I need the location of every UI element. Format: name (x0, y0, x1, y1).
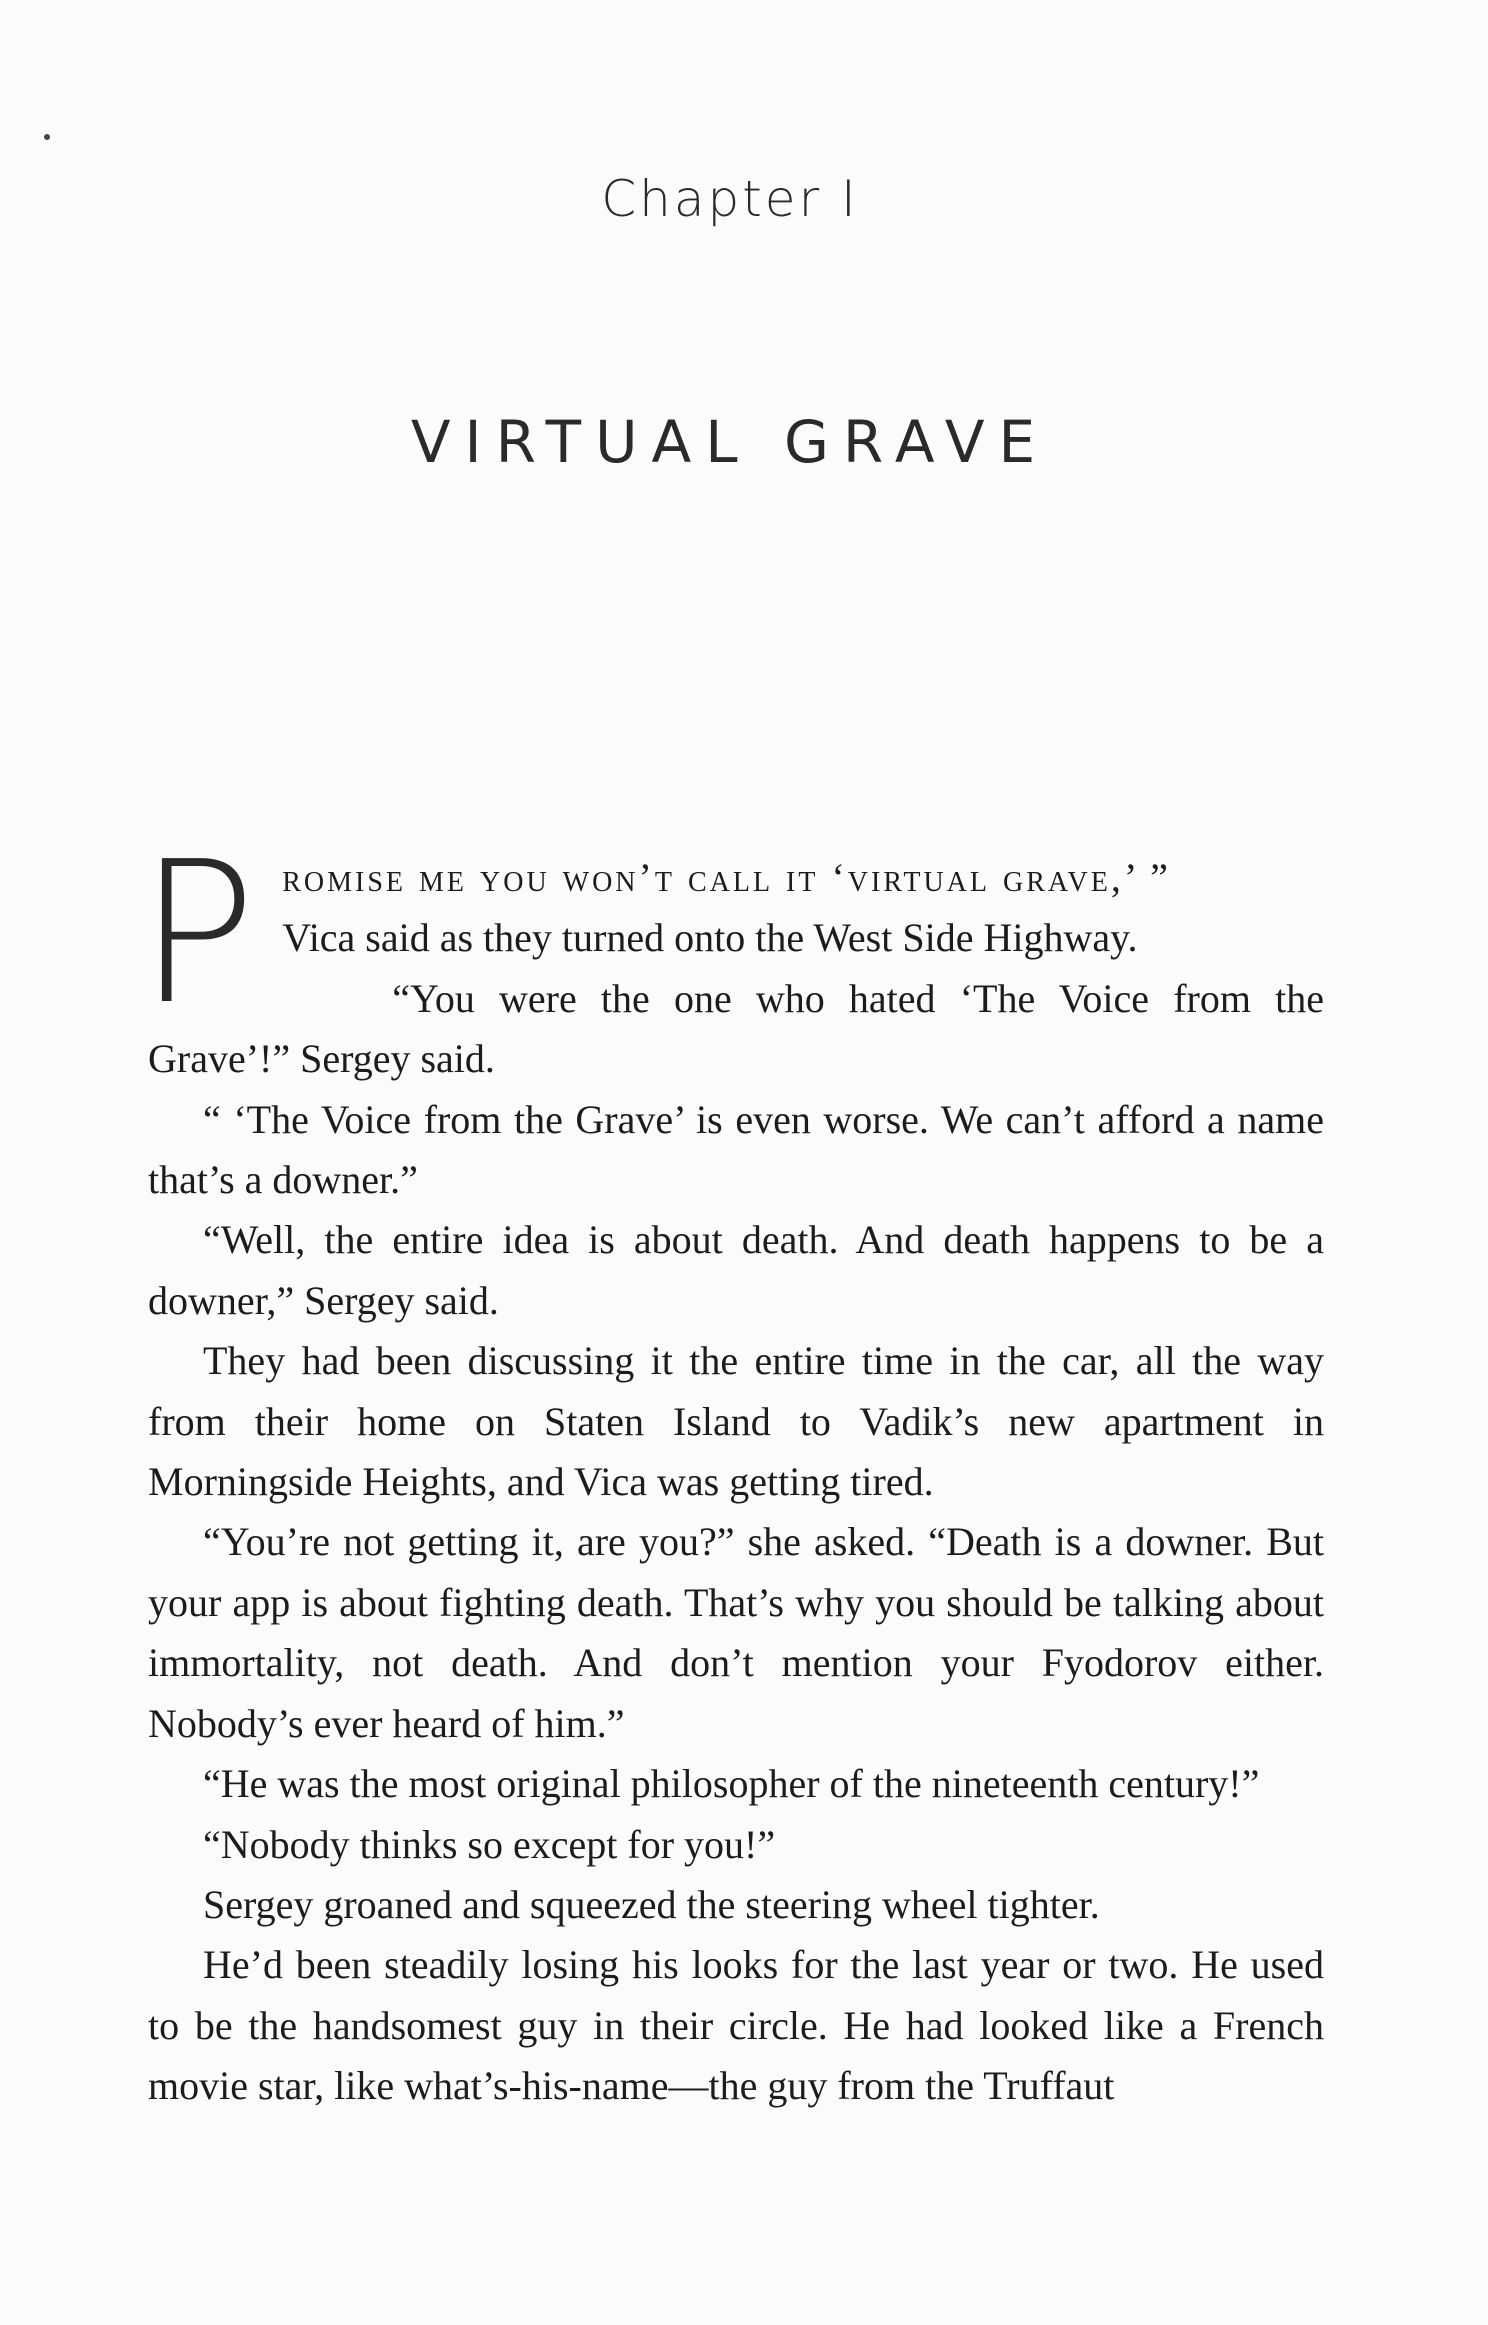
paragraph: “Well, the entire idea is about death. And death happens to be a downer,” Sergey said. (148, 1217, 1324, 1323)
paragraph: “ ‘The Voice from the Grave’ is even worse. We can’t afford a name that’s a downer.” (148, 1096, 1324, 1203)
paragraph: “He was the most original philosopher of the nineteenth century!” (203, 1761, 1260, 1807)
drop-cap: P (138, 820, 257, 1048)
speck-mark (44, 134, 50, 140)
paragraph: They had been discussing it the entire time in the car, all the way from their home on Staten Island to Vadik’s new apartment in Morningside Heights, and Vica was getting tired. (148, 1338, 1324, 1505)
paragraph: Sergey groaned and squeezed the steering wheel tighter. (203, 1881, 1100, 1927)
chapter-title: VIRTUAL GRAVE (410, 408, 1050, 476)
paragraph: “You’re not getting it, are you?” she asked. “Death is a downer. But your app is about fighting death. That’s why you should be talking about immortality, not death. And don’t mention your Fyodorov either. Nobody’s ever heard of him.” (148, 1519, 1324, 1746)
paragraph: He’d been steadily losing his looks for the last year or two. He used to be the handsomest guy in their circle. He had looked like a French movie star, like what’s-his-name—the guy from the Truffaut (148, 1942, 1324, 2109)
opening-lead-in: romise me you won’t call it ‘virtual grave,’ ” (282, 855, 1171, 900)
body-text (138, 820, 1324, 2117)
opening-rest: Vica said as they turned onto the West Side Highway. (282, 915, 1138, 961)
paragraph: “Nobody thinks so except for you!” (203, 1821, 776, 1867)
chapter-label: Chapter I (601, 170, 859, 228)
paragraph: “You were the one who hated ‘The Voice from the Grave’!” Sergey said. (148, 975, 1324, 1082)
